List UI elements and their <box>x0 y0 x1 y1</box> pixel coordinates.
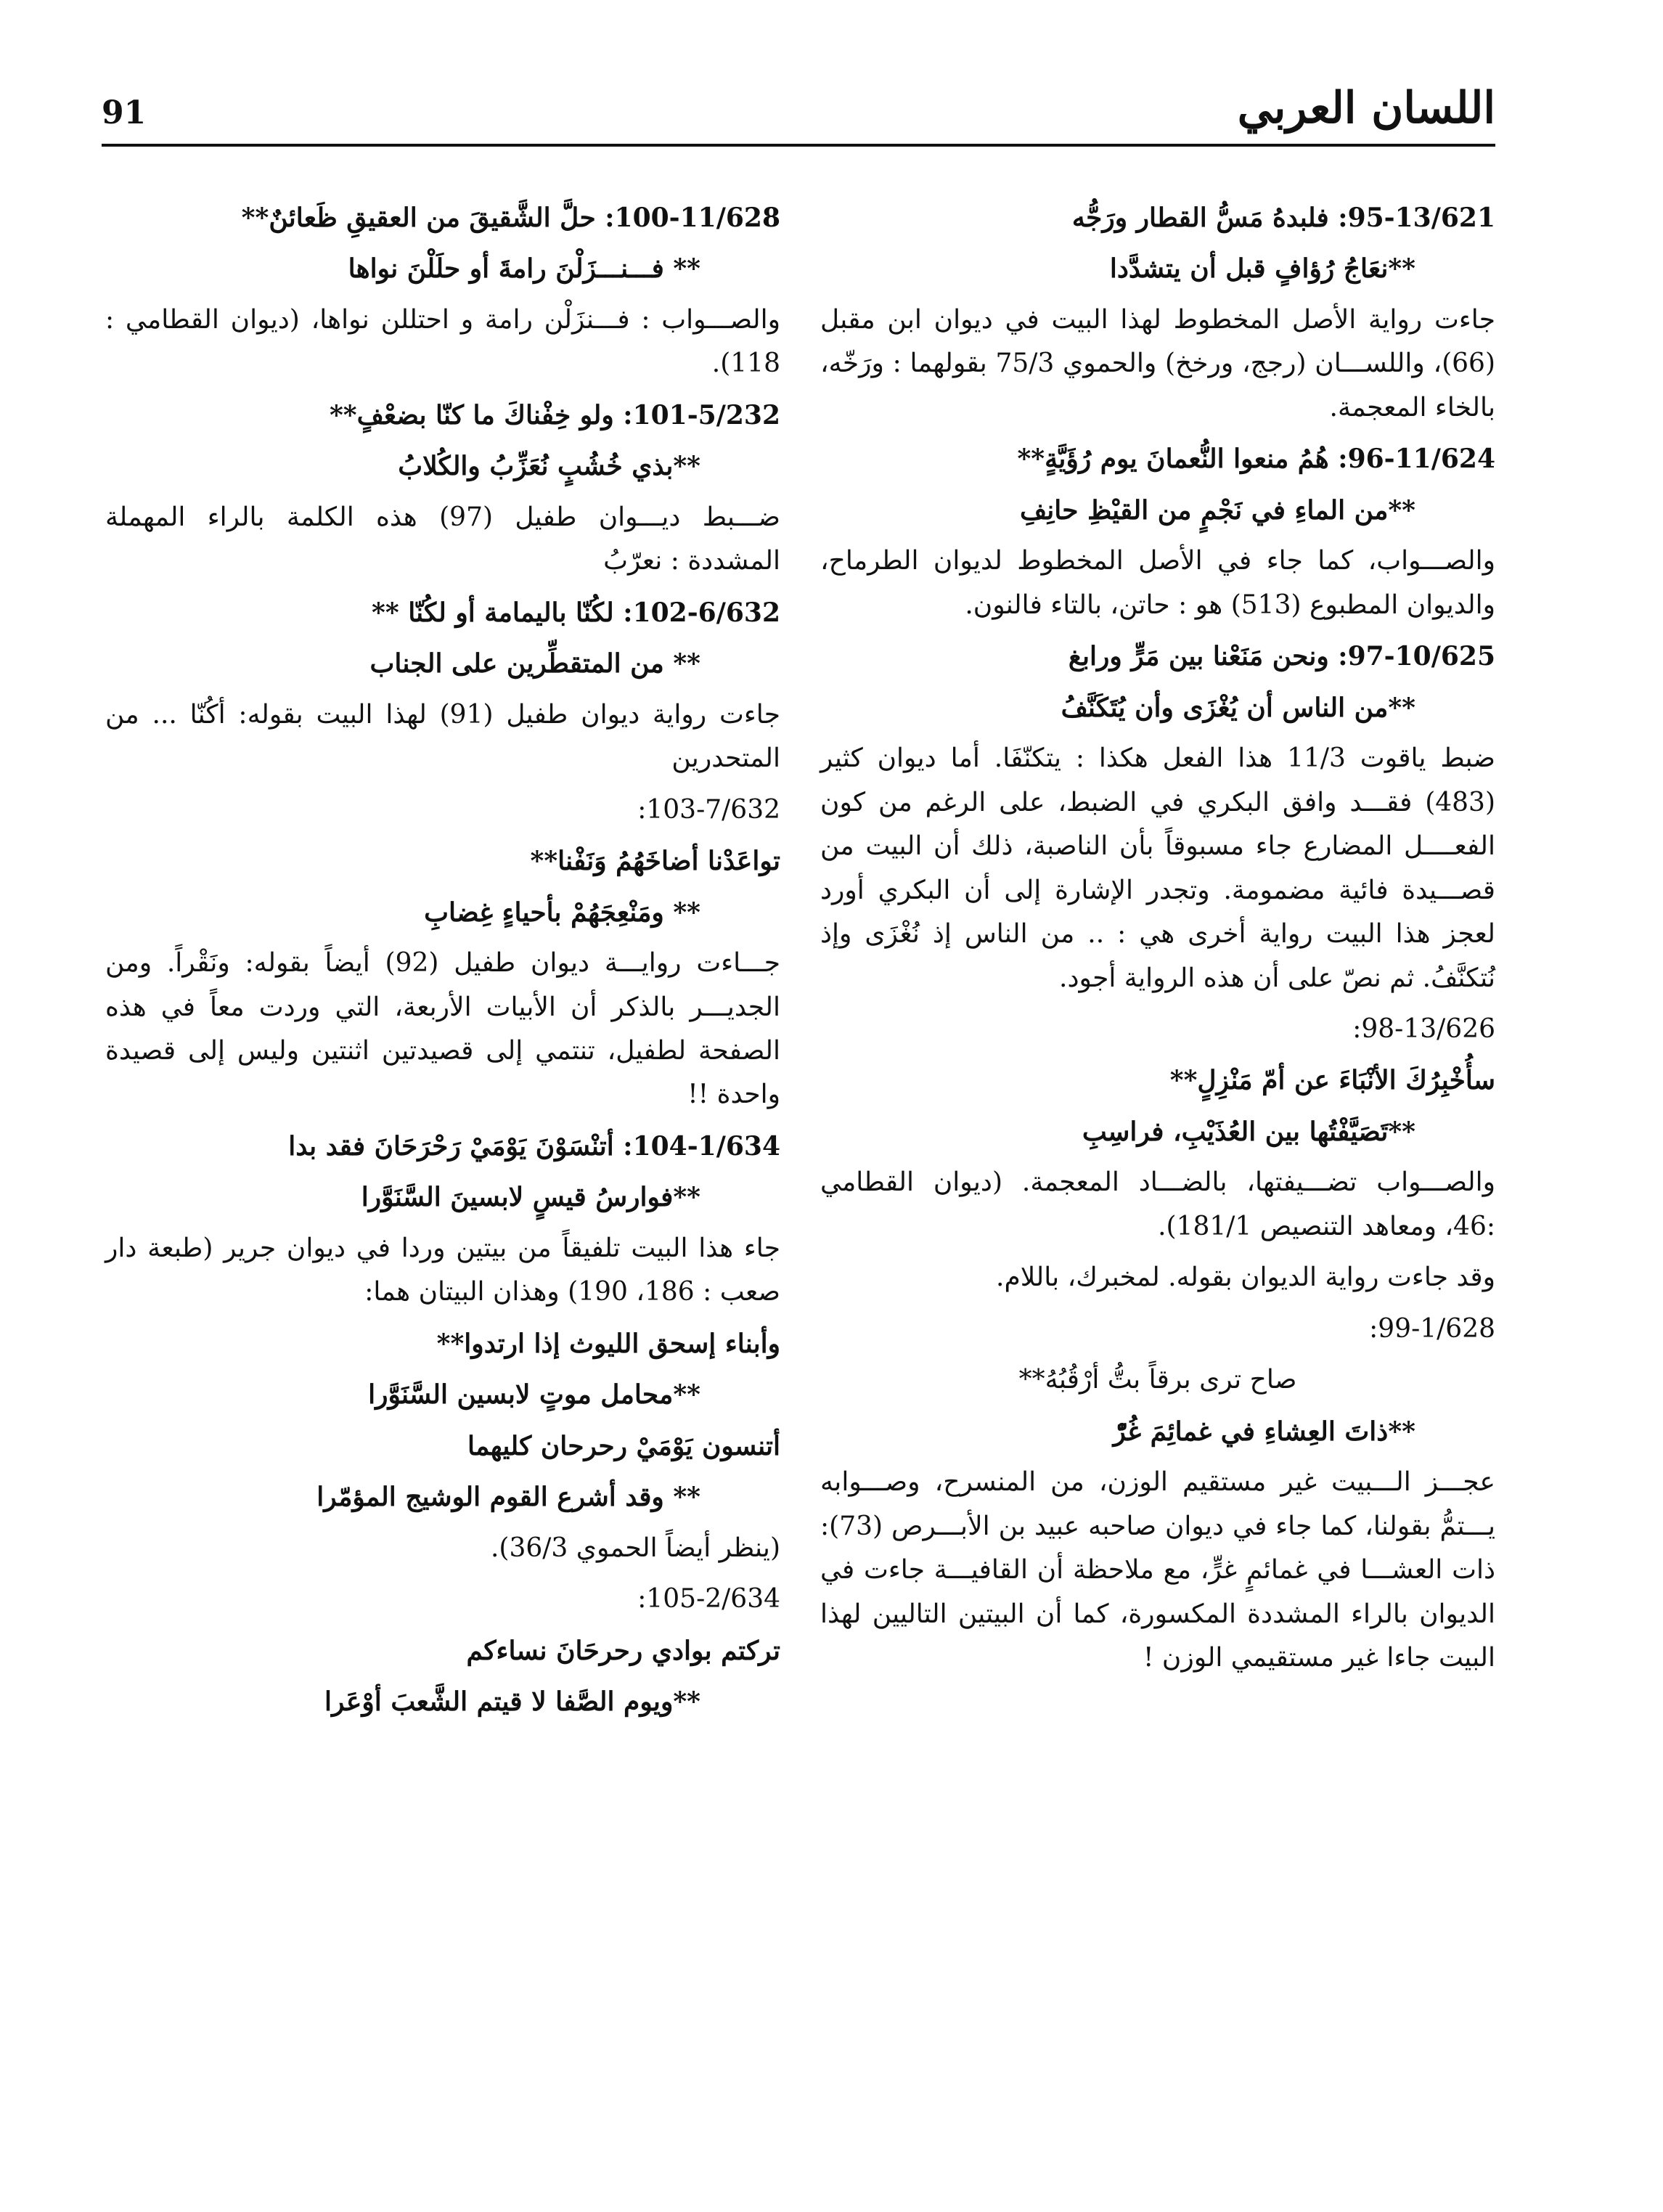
commentary-paragraph: عجـــز الـــبيت غير مستقيم الوزن، من المنسرح، وصـــوابه يـــتمُّ بقولنا، كما جاء في ديوان صاحبه عبيد بن الأبـــرص (73): ذات العشـــا في غمائمٍ غرٍّ، مع ملاحظة أن القافيـــة جاءت في الديوان بالراء المشددة المكسورة، كما أن البيتين التاليين لهذا البيت جاءا غير مستقيمي الوزن ! <box>820 1467 1495 1673</box>
verse-line: أتنسون يَوْمَيْ رحرحان كليهما <box>467 1430 780 1461</box>
commentary-paragraph: وقد جاءت رواية الديوان بقوله. لمخبرك، باللام. <box>996 1262 1495 1293</box>
verse-line: ** فـــنـــزَلْنَ رامةَ أو حلَلْنَ نواها <box>348 253 700 285</box>
verse-line: تواعَدْنا أضاخَهُمُ وَنَفْنا** <box>530 846 780 877</box>
commentary-paragraph: جاء هذا البيت تلفيقاً من بيتين وردا في ديوان جرير (طبعة دار صعب : 186، 190) وهذان البيتان هما: <box>105 1233 780 1307</box>
verse-line: **محامل موتٍ لابسين السَّنَوَّرا <box>368 1379 700 1411</box>
verse-line: **من الماءِ في نَجْمٍ من القيْظِ حانِفِ <box>1019 494 1415 526</box>
verse-line: 102-6/632: لكُنّا باليمامة أو لكُنّا ** <box>372 597 780 628</box>
verse-line: وأبناء إسحق الليوث إذا ارتدوا** <box>436 1328 780 1359</box>
verse-line: 105-2/634: <box>637 1584 780 1615</box>
verse-line: 97-10/625: ونحن مَنَعْنا بين مَرٍّ ورابغ <box>1068 641 1495 672</box>
commentary-paragraph: والصـــواب، كما جاء في الأصل المخطوط لديوان الطرماح، والديوان المطبوع (513) هو : حاتن، بالتاء فالنون. <box>820 546 1495 620</box>
verse-line: **تَصَيَّفْتُها بين العُذَيْبِ، فراسِبِ <box>1082 1116 1415 1147</box>
commentary-paragraph: جاءت رواية ديوان طفيل (91) لهذا البيت بقوله: أكُنّا ... من المتحدرين <box>105 699 781 774</box>
right-column <box>820 196 1495 1688</box>
verse-line: **ويوم الصَّفا لا قيتم الشَّعبَ أوْعَرا <box>324 1686 700 1718</box>
page-number: 91 <box>102 94 147 131</box>
verse-line: تركتم بوادي رحرحَانَ نساءكم <box>466 1635 780 1666</box>
verse-line: 103-7/632: <box>637 794 780 825</box>
verse-line: 99-1/628: <box>1369 1313 1495 1344</box>
verse-line: 104-1/634: أتنْسَوْنَ يَوْمَيْ رَحْرَحَانَ فقد بدا <box>288 1130 780 1162</box>
verse-line: **فوارسُ قيسٍ لابسينَ السَّنَوَّرا <box>361 1182 700 1213</box>
commentary-paragraph: جاءت رواية الأصل المخطوط لهذا البيت في ديوان ابن مقبل (66)، واللســـان (رجج، ورخخ) والحموي 75/3 بقولهما : ورَخّه، بالخاء المعجمة. <box>820 304 1495 423</box>
verse-line: 98-13/626: <box>1352 1013 1495 1044</box>
commentary-paragraph: ضـــبط ديـــوان طفيل (97) هذه الكلمة بالراء المهملة المشددة : نعرّبُ <box>105 502 780 576</box>
verse-line: 96-11/624: هُمُ منعوا النُّعمانَ يوم رُؤَيَّةٍ** <box>1017 444 1495 475</box>
header-divider <box>102 144 1495 147</box>
verse-line: **بذي خُشُبٍ نُعَزِّبُ والكُلابُ <box>398 451 700 482</box>
commentary-paragraph: والصـــواب تضـــيفتها، بالضـــاد المعجمة. (ديوان القطامي :46، ومعاهد التنصيص 181/1). <box>820 1167 1495 1241</box>
journal-title-logo: اللسان العربي <box>1237 83 1495 134</box>
verse-line: 101-5/232: ولو خِفْناكَ ما كنّا بضعْفٍ** <box>329 399 780 430</box>
verse-line: صاح ترى برقاً بتُّ أرْقُبُهُ** <box>1018 1365 1297 1395</box>
verse-line: **ذاتَ العِشاءِ في غمائِمَ غُرّْ <box>1113 1416 1415 1447</box>
verse-line: ** من المتقطِّرين على الجناب <box>369 648 700 679</box>
commentary-paragraph: (ينظر أيضاً الحموي 36/3). <box>490 1533 780 1563</box>
verse-line: سأُخْبِرُكَ الأنْبَاءَ عن أمّ مَنْزِلٍ** <box>1169 1065 1495 1096</box>
page-header <box>102 80 1495 145</box>
left-column <box>105 196 780 1731</box>
verse-line: **من الناس أن يُغْزَى وأن يُتَكَنَّفُ <box>1061 692 1415 723</box>
verse-line: **نعَاجُ رُؤافٍ قبل أن يتشدَّدا <box>1109 253 1415 285</box>
verse-line: ** ومَنْعِجَهُمْ بأحياءٍ غِضابِ <box>424 897 700 928</box>
verse-line: 95-13/621: فلبدهُ مَسُّ القطار ورَجُّه <box>1071 203 1495 233</box>
verse-line: ** وقد أشرع القوم الوشيج المؤمّرا <box>316 1482 700 1513</box>
commentary-paragraph: ضبط ياقوت 11/3 هذا الفعل هكذا : يتكنّفَا. أما ديوان كثير (483) فقـــد وافق البكري في الضبط، على الرغم من كون الفعــــل المضارع جاء مسبوقاً بأن الناصبة، ذلك أن البيت من قصـــيدة فائية مضمومة. وتجدر الإشارة إلى أن البكري أورد لعجز هذا البيت رواية أخرى هي : .. من الناس إذ نُغْزَى وإذ نُتكنَّفُ. ثم نصّ على أن هذه الرواية أجود. <box>820 743 1495 993</box>
commentary-paragraph: والصـــواب : فـــنزَلْن رامة و احتللن نواها، (ديوان القطامي : 118). <box>105 304 780 379</box>
verse-line: 100-11/628: حلَّ الشَّقيقَ من العقيقِ ظَعائنٌ** <box>241 203 780 233</box>
commentary-paragraph: جـــاءت روايـــة ديوان طفيل (92) أيضاً بقوله: ونَقْراً. ومن الجديـــر بالذكر أن الأبيات الأربعة، التي وردت معاً في هذه الصفحة لطفيل، تنتمي إلى قصيدتين اثنتين وليس إلى قصيدة واحدة !! <box>105 948 780 1110</box>
